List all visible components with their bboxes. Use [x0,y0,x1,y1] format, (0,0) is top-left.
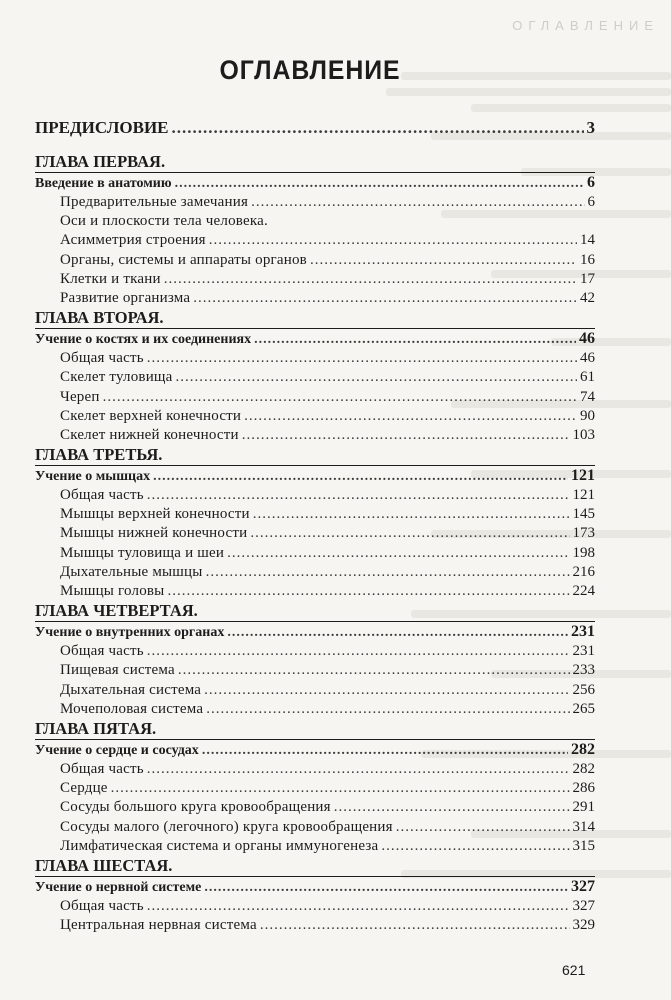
section-label: Асимметрия строения [60,232,206,249]
chapter-title-label: Учение о нервной системе [35,879,202,895]
table-of-contents [35,118,595,935]
section-label: Мочеполовая система [60,700,204,717]
chapter-page: 6 [587,174,595,191]
section-page: 231 [572,643,595,660]
chapter-page: 282 [571,740,595,758]
toc-entry-section[interactable] [35,916,595,935]
section-label: Общая часть [60,350,144,367]
section-page: 327 [572,897,595,914]
toc-entry-section[interactable] [35,388,595,407]
toc-entry-section[interactable] [35,486,595,505]
dot-leader [175,174,584,194]
dot-leader [253,505,570,524]
toc-entry-section[interactable] [35,642,595,661]
section-label: Мышцы туловища и шеи [60,544,225,561]
toc-entry-section[interactable] [35,270,595,289]
toc-entry-section[interactable] [35,700,595,719]
toc-entry-preface[interactable] [35,118,595,144]
section-label: Скелет туловища [60,369,173,386]
toc-entry-section[interactable] [35,349,595,368]
dot-leader [153,467,568,487]
dot-leader [178,661,570,680]
section-page: 173 [572,525,595,542]
dot-leader [396,818,570,837]
dot-leader [147,349,577,368]
dot-leader [242,426,570,445]
dot-leader [251,193,584,212]
toc-entry-section[interactable] [35,426,595,445]
chapter-title-label: Введение в анатомию [35,176,172,191]
section-page: 16 [580,251,595,268]
toc-entry-section[interactable] [35,544,595,563]
toc-entry-section[interactable] [35,798,595,817]
dot-leader [204,878,568,898]
section-label: Сосуды малого (легочного) круга кровообращения [60,818,393,835]
section-label: Сердце [60,780,108,797]
chapter-page: 46 [579,330,595,348]
chapter-page: 327 [571,877,595,895]
chapter-page: 231 [571,623,595,641]
toc-entry-chapter[interactable] [35,172,595,193]
section-label: Органы, системы и аппараты органов [60,251,307,268]
toc-entry-section[interactable] [35,837,595,856]
toc-entry-section[interactable] [35,897,595,916]
section-page: 329 [572,917,595,934]
toc-entry-section[interactable] [35,407,595,426]
section-page: 90 [580,407,595,424]
chapter-heading-label: ГЛАВА ПЯТАЯ. [35,718,157,738]
chapter-page: 121 [571,467,595,485]
toc-entry-chapter[interactable] [35,621,595,642]
chapter-heading [35,445,595,465]
toc-entry-section[interactable] [35,251,595,270]
dot-leader [147,486,570,505]
section-label: Дыхательные мышцы [60,563,203,580]
toc-entry-section[interactable] [35,368,595,387]
section-page: 17 [580,270,595,287]
dot-leader [227,623,568,643]
section-page: 46 [580,350,595,367]
section-label: Скелет верхней конечности [60,407,242,424]
dot-leader [103,388,577,407]
section-page: 145 [572,506,595,523]
toc-entry-section[interactable] [35,779,595,798]
section-page: 74 [580,388,595,405]
dot-leader [334,798,570,817]
section-page: 198 [572,544,595,561]
section-page: 291 [572,799,595,816]
section-label: Дыхательная система [60,681,202,698]
dot-leader [176,368,577,387]
dot-leader [260,916,570,935]
section-label: Клетки и ткани [60,270,161,287]
section-label: Мышцы верхней конечности [60,506,250,523]
dot-leader [227,544,569,563]
section-label: Лимфатическая система и органы иммуногенеза [60,837,379,854]
section-page: 265 [572,700,595,717]
toc-entry-section[interactable] [35,760,595,779]
section-page: 315 [572,837,595,854]
dot-leader [206,563,570,582]
section-label: Общая часть [60,487,144,504]
dot-leader [167,582,569,601]
preface-label: ПРЕДИСЛОВИЕ [35,118,169,137]
toc-entry-chapter[interactable] [35,465,595,486]
section-label: Мышцы головы [60,583,165,599]
chapter-title-label: Учение о мышцах [35,469,151,485]
section-label: Развитие организма [60,289,191,306]
toc-entry-section[interactable] [35,661,595,680]
toc-entry-section[interactable] [35,582,595,601]
section-label: Предварительные замечания [60,194,249,210]
chapter-heading-label: ГЛАВА ТРЕТЬЯ. [35,445,163,465]
toc-entry-section[interactable] [35,681,595,700]
section-page: 314 [572,818,595,835]
preface-page: 3 [586,118,595,137]
toc-entry-chapter[interactable] [35,328,595,349]
section-page: 282 [572,760,595,777]
chapter-heading [35,308,595,328]
dot-leader [147,760,570,779]
section-page: 233 [572,662,595,679]
section-label: Скелет нижней конечности [60,426,239,443]
section-label: Центральная нервная система [60,917,257,934]
chapter-heading [35,719,595,739]
section-page: 14 [580,232,595,249]
toc-entry-section[interactable] [35,289,595,308]
chapter-list [35,152,595,935]
toc-entry-section[interactable] [35,505,595,524]
dot-leader [310,251,577,270]
toc-entry-section[interactable] [35,818,595,837]
dot-leader [193,289,577,308]
toc-entry-section[interactable] [35,231,595,250]
toc-entry-section[interactable] [35,212,595,231]
chapter-heading [35,152,595,172]
dot-leader [172,118,584,138]
section-label: Общая часть [60,643,144,660]
section-page: 42 [580,289,595,306]
section-page: 224 [572,583,595,599]
chapter-title-label: Учение о костях и их соединениях [35,332,252,348]
dot-leader [202,741,568,761]
dot-leader [381,837,569,856]
chapter-title-label: Учение о внутренних органах [35,625,225,641]
ghost-running-head: ОГЛАВЛЕНИЕ [512,18,659,33]
chapter-heading-label: ГЛАВА ШЕСТАЯ. [35,855,173,875]
toc-entry-section[interactable] [35,524,595,543]
section-label: Сосуды большого круга кровообращения [60,799,331,816]
section-page: 216 [572,563,595,580]
dot-leader [147,642,570,661]
dot-leader [204,681,569,700]
section-label: Мышцы нижней конечности [60,525,248,542]
page-number: 621 [562,962,586,978]
toc-entry-chapter[interactable] [35,739,595,760]
dot-leader [254,330,576,350]
chapter-heading-label: ГЛАВА ЧЕТВЕРТАЯ. [35,601,198,621]
section-label: Череп [60,388,100,405]
dot-leader [111,779,570,798]
section-page: 103 [572,426,595,443]
chapter-heading-label: ГЛАВА ВТОРАЯ. [35,308,164,328]
chapter-heading [35,601,595,621]
section-page: 6 [587,194,595,210]
dot-leader [147,897,570,916]
section-page: 61 [580,369,595,386]
section-label: Оси и плоскости тела человека. [60,213,268,230]
dot-leader [250,524,569,543]
dot-leader [206,700,569,719]
toc-entry-section[interactable] [35,563,595,582]
toc-entry-section[interactable] [35,193,595,212]
toc-entry-chapter[interactable] [35,876,595,897]
dot-leader [209,231,577,250]
section-page: 256 [572,681,595,698]
chapter-title-label: Учение о сердце и сосудах [35,742,199,758]
section-label: Пищевая система [60,662,175,679]
section-label: Общая часть [60,897,144,914]
page-title: ОГЛАВЛЕНИЕ [219,55,401,85]
section-page: 286 [572,780,595,797]
section-label: Общая часть [60,760,144,777]
section-page: 121 [572,487,595,504]
chapter-heading [35,856,595,876]
dot-leader [164,270,577,289]
chapter-heading-label: ГЛАВА ПЕРВАЯ. [35,152,166,171]
dot-leader [244,407,577,426]
